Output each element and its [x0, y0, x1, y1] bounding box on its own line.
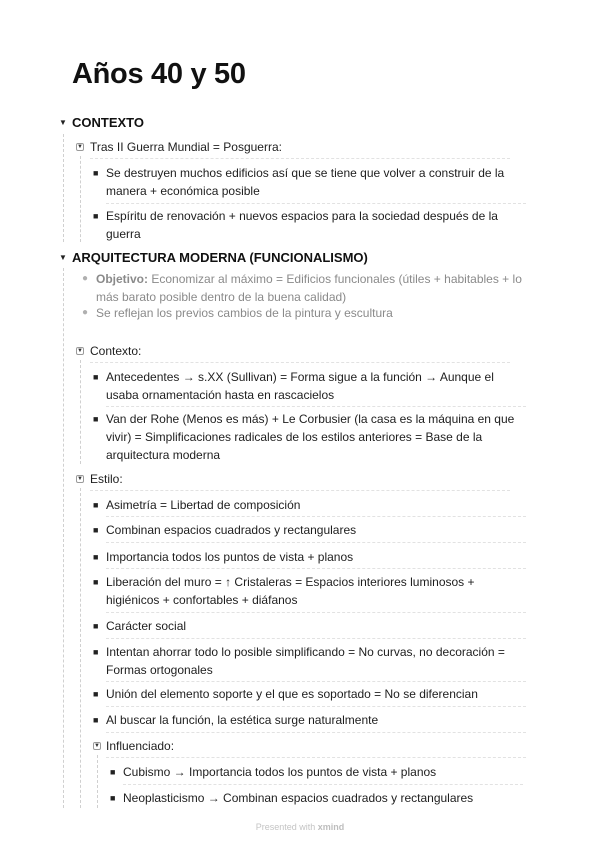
list-item[interactable]: Espíritu de renovación + nuevos espacios para la sociedad después de la guerra — [106, 209, 498, 241]
collapse-triangle-icon[interactable]: ▼ — [59, 253, 67, 262]
list-item[interactable]: Importancia todos los puntos de vista + planos — [106, 550, 354, 564]
list-item[interactable]: Se destruyen muchos edificios así que se tiene que volver a construir de la manera + económica posible — [106, 166, 505, 198]
list-item[interactable]: Al buscar la función, la estética surge naturalmente — [106, 713, 379, 727]
bullet-icon: ■ — [93, 552, 99, 562]
divider — [106, 757, 526, 758]
divider — [106, 706, 526, 707]
list-item[interactable]: Neoplasticismo → Combinan espacios cuadrados y rectangulares — [123, 791, 474, 805]
divider — [90, 490, 510, 491]
bullet-icon: ■ — [93, 577, 99, 587]
list-item[interactable]: Unión del elemento soporte y el que es soportado = No se diferencian — [106, 687, 478, 701]
bullet-icon: ■ — [93, 500, 99, 510]
collapse-box-icon[interactable]: ▼ — [77, 476, 83, 482]
subtopic-posguerra[interactable]: Tras II Guerra Mundial = Posguerra: — [90, 140, 282, 154]
divider — [106, 516, 526, 517]
list-item[interactable]: Carácter social — [106, 619, 187, 633]
bullet-icon: ■ — [110, 767, 116, 777]
note-bullet-icon: ● — [82, 307, 89, 318]
divider — [106, 681, 526, 682]
list-item[interactable]: Van der Rohe (Menos es más) + Le Corbusier (la casa es la máquina en que vivir) = Simplificaciones radicales de los estilos anteriores = Base de la arquitectura moderna — [106, 412, 515, 462]
subtopic-contexto[interactable]: Contexto: — [90, 344, 142, 358]
bullet-icon: ■ — [93, 414, 99, 424]
xmind-logo: xmind — [317, 822, 345, 832]
branch-line — [63, 134, 64, 242]
bullet-icon: ■ — [93, 168, 99, 178]
topic-arquitectura-moderna[interactable]: ARQUITECTURA MODERNA (FUNCIONALISMO) — [72, 250, 368, 265]
list-item[interactable]: Combinan espacios cuadrados y rectangulares — [106, 523, 357, 537]
bullet-icon: ■ — [93, 621, 99, 631]
collapse-box-icon[interactable]: ▼ — [77, 348, 83, 354]
subtopic-influenciado[interactable]: Influenciado: — [106, 739, 175, 753]
note-objetivo: Objetivo: Economizar al máximo = Edificios funcionales (útiles + habitables + lo más barato posible dentro de la buena calidad) — [96, 272, 522, 304]
branch-line — [80, 488, 81, 808]
branch-line — [80, 156, 81, 242]
divider — [90, 362, 510, 363]
divider — [90, 158, 510, 159]
note-bullet-icon: ● — [82, 273, 89, 284]
bullet-icon: ■ — [93, 525, 99, 535]
list-item[interactable]: Intentan ahorrar todo lo posible simplificando = No curvas, no decoración = Formas ortogonales — [106, 645, 505, 677]
divider — [106, 732, 526, 733]
list-item[interactable]: Liberación del muro = ↑ Cristaleras = Espacios interiores luminosos + higiénicos + confortables + diáfanos — [106, 575, 475, 607]
footer-branding: Presented with xmind — [255, 822, 345, 832]
bullet-icon: ■ — [93, 372, 99, 382]
list-item[interactable]: Cubismo → Importancia todos los puntos de vista + planos — [123, 765, 437, 779]
divider — [106, 542, 526, 543]
bullet-icon: ■ — [93, 647, 99, 657]
list-item[interactable]: Asimetría = Libertad de composición — [106, 498, 301, 512]
list-item[interactable]: Antecedentes → s.XX (Sullivan) = Forma sigue a la función → Aunque el usaba ornamentación hasta en rascacielos — [106, 370, 494, 402]
divider — [106, 203, 526, 204]
divider — [106, 406, 526, 407]
collapse-box-icon[interactable]: ▼ — [94, 743, 100, 749]
branch-line — [80, 360, 81, 464]
bullet-icon: ■ — [93, 715, 99, 725]
divider — [106, 612, 526, 613]
collapse-box-icon[interactable]: ▼ — [77, 144, 83, 150]
bullet-icon: ■ — [110, 793, 116, 803]
bullet-icon: ■ — [93, 211, 99, 221]
subtopic-estilo[interactable]: Estilo: — [90, 472, 123, 486]
note-reflejan: Se reflejan los previos cambios de la pintura y escultura — [96, 306, 393, 320]
bullet-icon: ■ — [93, 689, 99, 699]
topic-contexto[interactable]: CONTEXTO — [72, 115, 144, 130]
divider — [123, 784, 523, 785]
branch-line — [63, 268, 64, 808]
branch-line — [97, 755, 98, 808]
collapse-triangle-icon[interactable]: ▼ — [59, 118, 67, 127]
page-title: Años 40 y 50 — [72, 58, 246, 90]
divider — [106, 638, 526, 639]
divider — [106, 568, 526, 569]
